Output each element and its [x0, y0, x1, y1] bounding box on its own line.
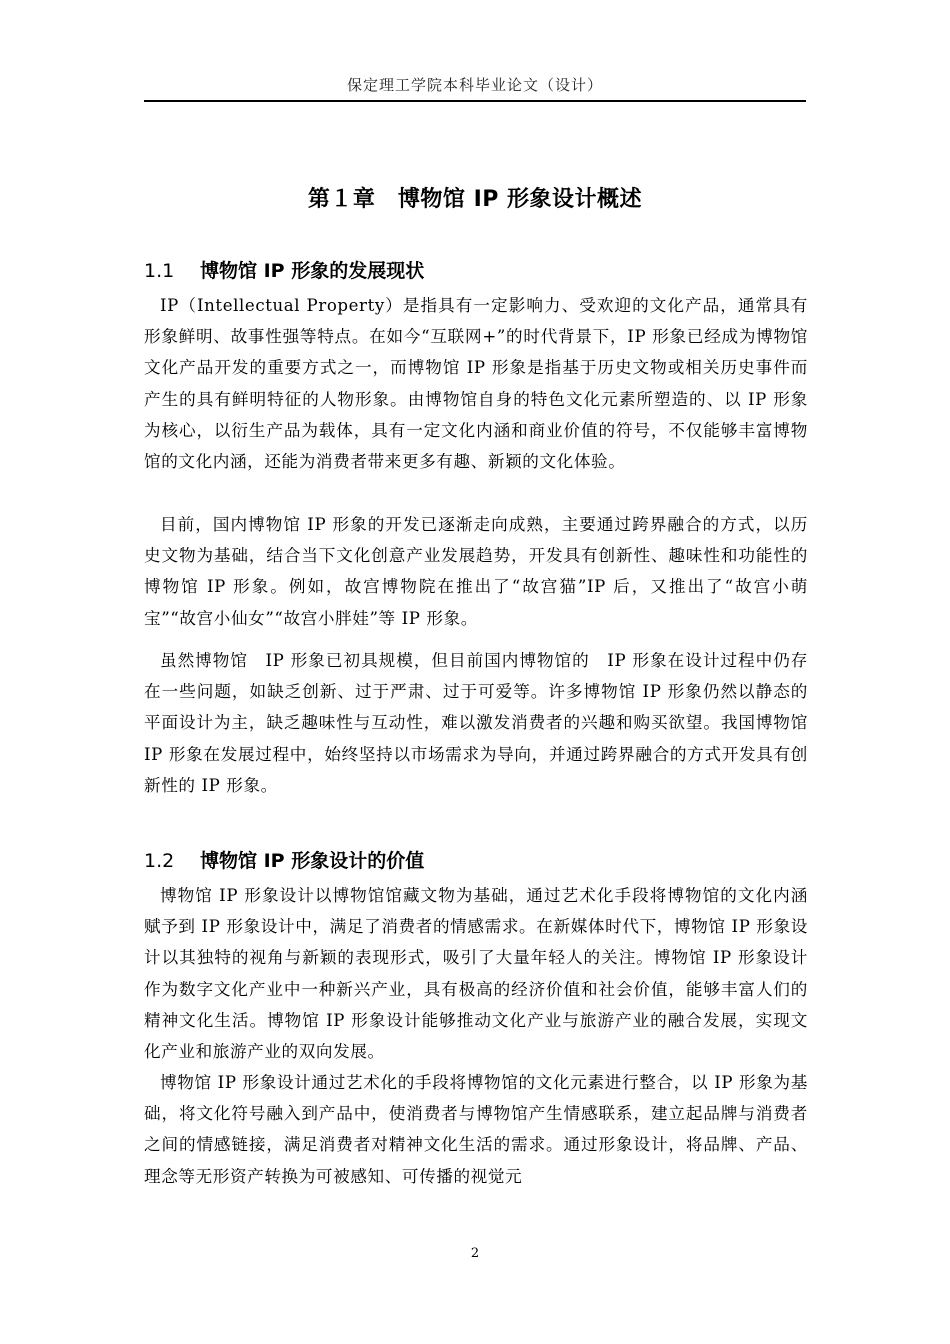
- paragraph: 博物馆 IP 形象设计通过艺术化的手段将博物馆的文化元素进行整合，以 IP 形象为基础，将文化符号融入到产品中，使消费者与博物馆产生情感联系，建立起品牌与消费者之间的情感链接，满足消费者对精神文化生活的需求。通过形象设计，将品牌、产品、理念等无形资产转换为可被感知、可传播的视觉元: [144, 1073, 808, 1186]
- paragraph: 目前，国内博物馆 IP 形象的开发已逐渐走向成熟，主要通过跨界融合的方式，以历史文物为基础，结合当下文化创意产业发展趋势，开发具有创新性、趣味性和功能性的博物馆 IP 形象。例如，故宫博物院在推出了“故宫猫”IP 后，又推出了“故宫小萌宝”“故宫小仙女”“故宫小胖娃”等 IP 形象。: [144, 515, 808, 628]
- section-title-text: 博物馆 IP 形象设计的价值: [200, 850, 425, 872]
- header-rule: [144, 100, 806, 102]
- chapter-title: 第１章 博物馆 IP 形象设计概述: [307, 187, 643, 212]
- section-heading-1-1: [144, 256, 806, 283]
- paragraph: IP（Intellectual Property）是指具有一定影响力、受欢迎的文化产品，通常具有形象鲜明、故事性强等特点。在如今“互联网+”的时代背景下，IP 形象已经成为博物馆文化产品开发的重要方式之一，而博物馆 IP 形象是指基于历史文物或相关历史事件而产生的具有鲜明特征的人物形象。由博物馆自身的特色文化元素所塑造的、以 IP 形象为核心，以衍生产品为载体，具有一定文化内涵和商业价值的符号，不仅能够丰富博物馆的文化内涵，还能为消费者带来更多有趣、新颖的文化体验。: [144, 296, 808, 472]
- page-header: 保定理工学院本科毕业论文（设计）: [346, 76, 603, 94]
- paragraph: 博物馆 IP 形象设计以博物馆馆藏文物为基础，通过艺术化手段将博物馆的文化内涵赋予到 IP 形象设计中，满足了消费者的情感需求。在新媒体时代下，博物馆 IP 形象设计以其独特的视角与新颖的表现形式，吸引了大量年轻人的关注。博物馆 IP 形象设计作为数字文化产业中一种新兴产业，具有极高的经济价值和社会价值，能够丰富人们的精神文化生活。博物馆 IP 形象设计能够推动文化产业与旅游产业的融合发展，实现文化产业和旅游产业的双向发展。: [144, 886, 808, 1062]
- section-number: 1.1: [144, 260, 175, 282]
- section-title-text: 博物馆 IP 形象的发展现状: [200, 260, 425, 282]
- paragraph: 虽然博物馆 IP 形象已初具规模，但目前国内博物馆的 IP 形象在设计过程中仍存在一些问题，如缺乏创新、过于严肃、过于可爱等。许多博物馆 IP 形象仍然以静态的平面设计为主，缺乏趣味性与互动性，难以激发消费者的兴趣和购买欲望。我国博物馆 IP 形象在发展过程中，始终坚持以市场需求为导向，并通过跨界融合的方式开发具有创新性的 IP 形象。: [144, 651, 808, 795]
- page-number: 2: [470, 1246, 480, 1261]
- section-number: 1.2: [144, 850, 175, 872]
- section-heading-1-2: [144, 846, 806, 873]
